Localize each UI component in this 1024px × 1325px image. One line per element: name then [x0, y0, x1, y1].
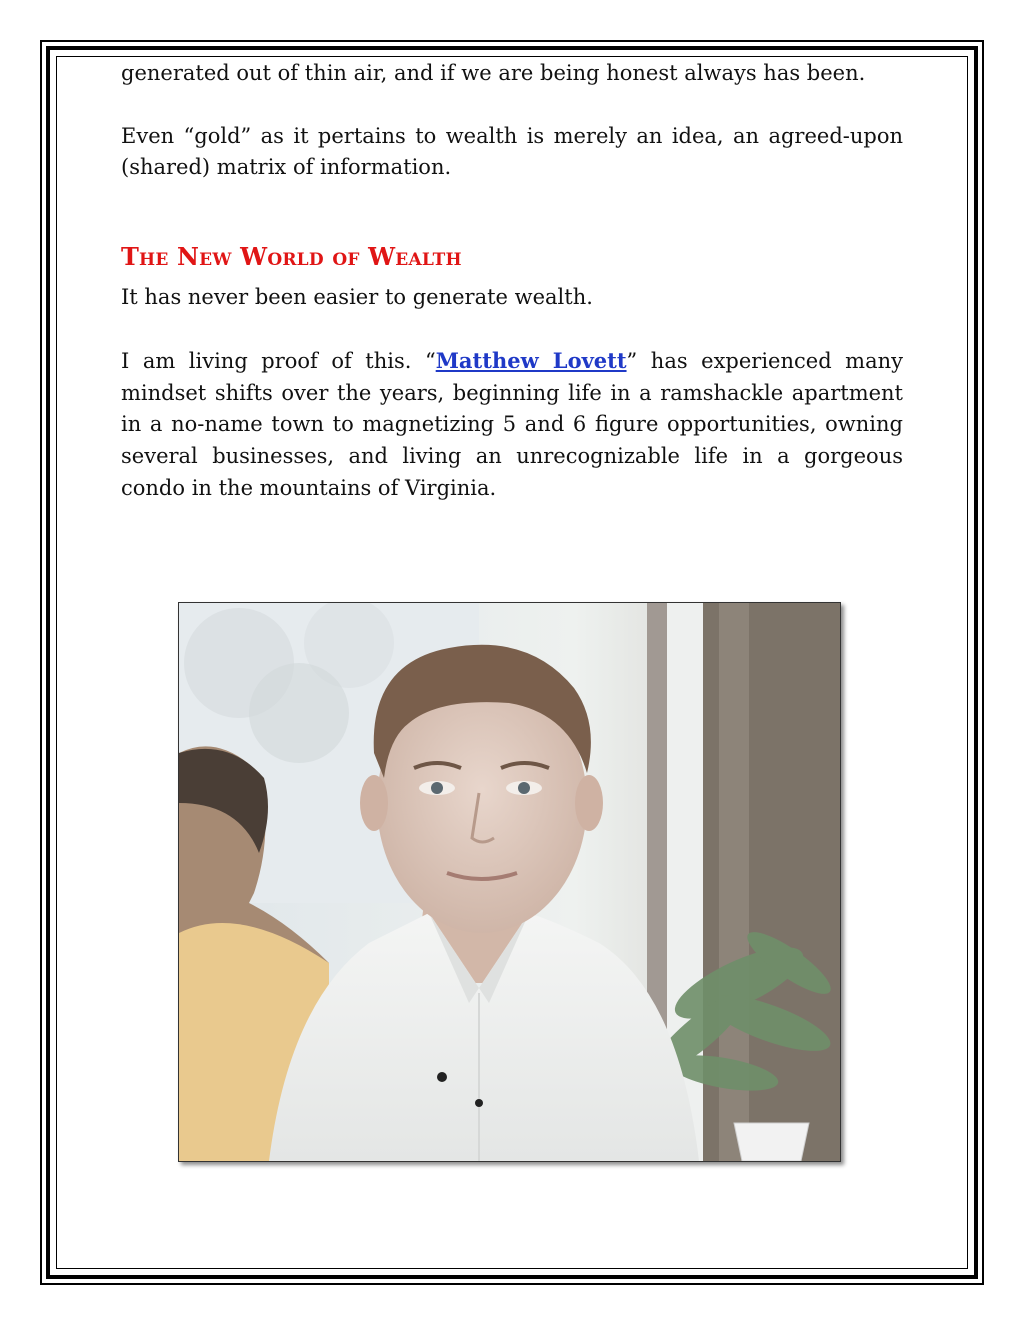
document-body: [121, 58, 903, 504]
paragraph-continued: generated out of thin air, and if we are being honest always has been.: [121, 61, 866, 85]
portrait-photo: [178, 602, 841, 1162]
author-name-link[interactable]: Matthew Lovett: [435, 347, 627, 373]
paragraph-proof: [121, 345, 903, 505]
proof-text-start: I am living proof of this. “: [121, 348, 436, 373]
paragraph-intro: It has never been easier to generate wealth.: [121, 285, 593, 310]
paragraph-gold: Even “gold” as it pertains to wealth is merely an idea, an agreed-upon (shared) matrix of information.: [121, 123, 903, 180]
section-heading: The New World of Wealth: [121, 242, 462, 272]
proof-text-end: ” has experienced many mindset shifts over the years, beginning life in a ramshackle apartment in a no-name town to magnetizing 5 and 6 figure opportunities, owning several businesses, and living an unrecognizable life in a gorgeous condo in the mountains of Virginia.: [121, 348, 903, 500]
